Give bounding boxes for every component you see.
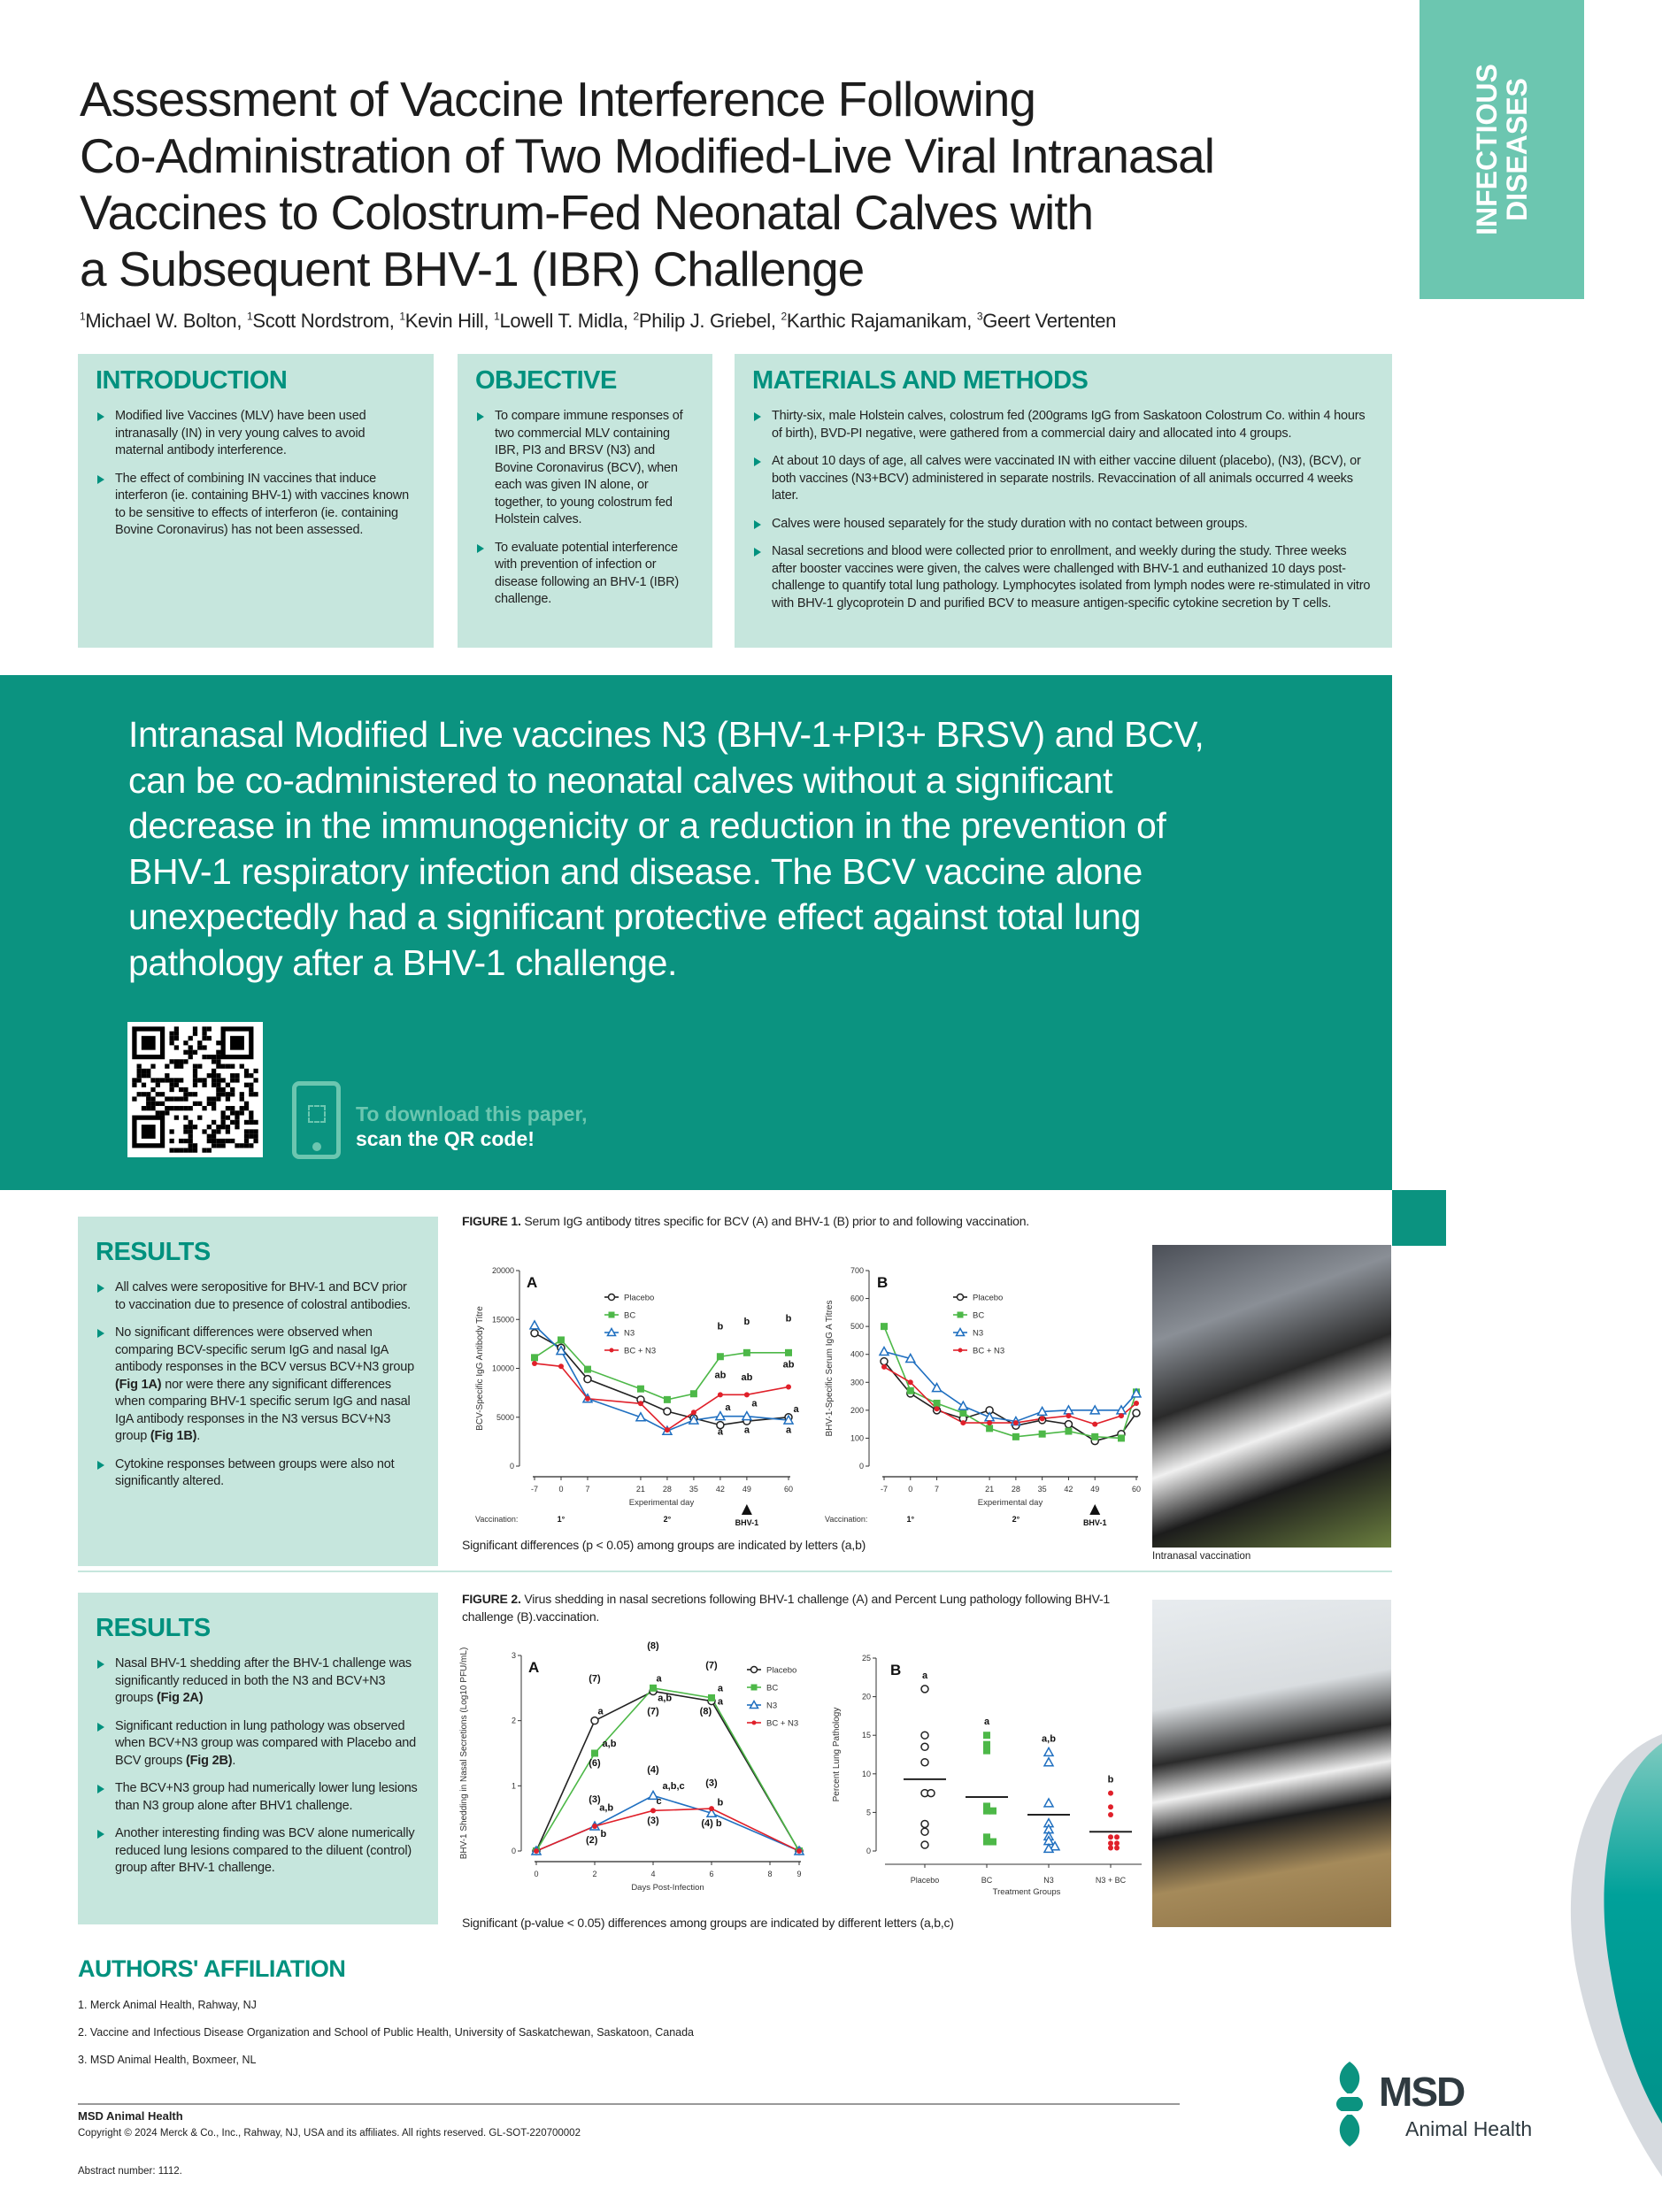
significance-label: b xyxy=(743,1316,750,1327)
marker-bcn3 xyxy=(752,1721,757,1725)
x-tick-label: 49 xyxy=(742,1485,751,1494)
vaccination-mark: 1° xyxy=(906,1515,915,1524)
title-line: a Subsequent BHV-1 (IBR) Challenge xyxy=(80,242,865,296)
marker-n3 xyxy=(1044,1799,1053,1807)
bullet-item: Another interesting finding was BCV alone numerically reduced lung lesions compared to the diluent (control) group after BHV-1 challenge. xyxy=(96,1825,420,1878)
marker-placebo xyxy=(921,1743,928,1750)
significance-label: (3) xyxy=(647,1816,659,1827)
marker-placebo xyxy=(958,1294,964,1301)
legend-label: BC + N3 xyxy=(766,1718,799,1729)
significance-label: a,b xyxy=(599,1802,614,1814)
author-affiliation-number: 1 xyxy=(399,310,405,323)
marker-bcn3 xyxy=(1114,1834,1120,1839)
affiliation-item: 3. MSD Animal Health, Boxmeer, NL xyxy=(78,2054,257,2066)
marker-bc xyxy=(983,1732,990,1739)
marker-bc xyxy=(558,1336,565,1343)
y-tick-label: 200 xyxy=(850,1405,864,1415)
legend-label: BC + N3 xyxy=(973,1346,1005,1356)
legend-label: Placebo xyxy=(624,1293,655,1303)
y-tick-label: 20 xyxy=(861,1692,871,1701)
marker-placebo xyxy=(609,1294,615,1301)
x-tick-label: 6 xyxy=(709,1870,714,1878)
msd-wordmark: MSD xyxy=(1379,2069,1465,2115)
results-heading: RESULTS xyxy=(96,1614,211,1642)
x-tick-label: 21 xyxy=(985,1485,995,1494)
marker-n3 xyxy=(958,1402,967,1409)
y-tick-label: 100 xyxy=(850,1433,864,1443)
x-tick-label: 7 xyxy=(935,1485,940,1494)
marker-bcn3 xyxy=(1092,1422,1097,1427)
marker-n3 xyxy=(530,1321,539,1329)
x-axis-label: Days Post-Infection xyxy=(631,1883,704,1893)
introduction-heading: INTRODUCTION xyxy=(96,366,288,395)
vaccination-mark: 1° xyxy=(557,1515,566,1524)
significance-label: a,b xyxy=(1042,1733,1056,1745)
vaccination-mark: 2° xyxy=(1012,1515,1020,1524)
marker-placebo xyxy=(584,1376,591,1383)
marker-bcn3 xyxy=(665,1427,670,1432)
methods-heading: MATERIALS AND METHODS xyxy=(752,366,1089,395)
legend-label: N3 xyxy=(973,1328,984,1339)
x-tick-label: 35 xyxy=(1037,1485,1047,1494)
challenge-arrow-icon xyxy=(1089,1504,1100,1515)
significance-label: a,b,c xyxy=(662,1781,685,1793)
marker-bc xyxy=(751,1685,758,1691)
marker-bcn3 xyxy=(786,1384,791,1389)
y-tick-label: 3 xyxy=(511,1651,516,1660)
marker-bc xyxy=(717,1353,724,1360)
marker-bc xyxy=(989,1808,996,1815)
significance-label: a xyxy=(983,1717,990,1728)
bullet-item: The effect of combining IN vaccines that induce interferon (ie. containing BHV-1) with vaccines known to be sensitive to effects of interferon (ie. containing Bovine Coronavirus) has not been assessed. xyxy=(96,471,416,540)
marker-bcn3 xyxy=(1108,1804,1113,1809)
y-tick-label: 5000 xyxy=(496,1412,514,1422)
vaccination-label: Vaccination: xyxy=(825,1515,868,1524)
marker-bcn3 xyxy=(1108,1834,1113,1839)
marker-bcn3 xyxy=(718,1392,723,1397)
marker-n3 xyxy=(1044,1758,1053,1766)
marker-bc xyxy=(591,1750,598,1757)
marker-bcn3 xyxy=(1013,1420,1019,1425)
significance-label: ab xyxy=(714,1370,727,1381)
bullet-item: Nasal BHV-1 shedding after the BHV-1 challenge was significantly reduced in both the N3 and BCV+N3 groups (Fig 2A) xyxy=(96,1655,420,1708)
bullet-item: Significant reduction in lung pathology was observed when BCV+N3 group was compared with Placebo and BCV groups (Fig 2B). xyxy=(96,1718,420,1770)
marker-placebo xyxy=(1133,1409,1140,1417)
marker-placebo xyxy=(591,1717,598,1724)
y-tick-label: 10 xyxy=(861,1769,871,1778)
marker-bcn3 xyxy=(691,1409,696,1415)
marker-bc xyxy=(1039,1431,1046,1438)
significance-label: ab xyxy=(782,1359,795,1371)
x-tick-label: 0 xyxy=(908,1485,913,1494)
marker-bcn3 xyxy=(908,1379,913,1385)
legend-label: Placebo xyxy=(766,1665,797,1676)
significance-label: a xyxy=(921,1670,928,1681)
marker-bcn3 xyxy=(744,1392,750,1397)
author-name: Geert Vertenten xyxy=(982,310,1117,332)
y-tick-label: 20000 xyxy=(491,1266,514,1275)
marker-bcn3 xyxy=(532,1361,537,1366)
panel-label: B xyxy=(877,1274,889,1291)
marker-bc xyxy=(934,1400,941,1407)
x-tick-label: 7 xyxy=(585,1485,590,1494)
marker-bcn3 xyxy=(1040,1416,1045,1421)
results-heading: RESULTS xyxy=(96,1238,211,1266)
series-line-bc xyxy=(884,1326,1136,1438)
x-axis-label: Experimental day xyxy=(977,1498,1043,1508)
marker-bc xyxy=(785,1349,792,1356)
marker-bcn3 xyxy=(1108,1791,1113,1796)
author-name: Kevin Hill, xyxy=(404,310,495,332)
marker-bc xyxy=(690,1390,697,1397)
legend-label: BC xyxy=(624,1310,636,1321)
legend-label: BC xyxy=(973,1310,985,1321)
marker-placebo xyxy=(921,1759,928,1766)
significance-label: b xyxy=(1107,1774,1114,1786)
category-label: N3 xyxy=(1043,1876,1054,1885)
y-tick-label: 15000 xyxy=(491,1315,514,1325)
marker-bcn3 xyxy=(1134,1401,1139,1406)
marker-bc xyxy=(584,1366,591,1373)
x-tick-label: -7 xyxy=(880,1485,889,1494)
figure-1-note: Significant differences (p < 0.05) among groups are indicated by letters (a,b) xyxy=(462,1538,866,1552)
bullet-item: Thirty-six, male Holstein calves, colostrum fed (200grams IgG from Saskatoon Colostrum Co. within 4 hours of birth), BVD-PI negative, were gathered from a commercial dairy and allocated into 4 groups. xyxy=(752,408,1374,442)
marker-bcn3 xyxy=(1114,1840,1120,1846)
marker-bcn3 xyxy=(881,1364,887,1370)
affiliation-heading: AUTHORS' AFFILIATION xyxy=(78,1955,346,1982)
marker-bcn3 xyxy=(534,1848,539,1854)
legend-label: BC xyxy=(766,1683,779,1694)
y-tick-label: 0 xyxy=(858,1462,864,1471)
author-affiliation-number: 1 xyxy=(80,310,86,323)
marker-bc xyxy=(708,1694,715,1701)
bullet-item: All calves were seropositive for BHV-1 and BCV prior to vaccination due to presence of colostral antibodies. xyxy=(96,1279,420,1314)
marker-bcn3 xyxy=(1108,1812,1113,1817)
marker-bc xyxy=(983,1741,990,1748)
download-line-1: To download this paper, xyxy=(356,1102,588,1125)
bullet-item: To evaluate potential interference with prevention of infection or disease following an BHV-1 (IBR) challenge. xyxy=(475,540,695,609)
significance-label: b xyxy=(717,1797,724,1809)
series-line-bc-n3 xyxy=(536,1809,799,1851)
challenge-arrow-icon xyxy=(742,1504,752,1515)
marker-bc xyxy=(959,1409,966,1417)
significance-label: (8) xyxy=(647,1640,659,1652)
significance-label: a xyxy=(717,1696,723,1708)
marker-bc xyxy=(1065,1428,1072,1435)
y-tick-label: 500 xyxy=(850,1322,864,1332)
significance-label: a xyxy=(717,1683,723,1694)
y-axis-label: BHV-1 Shedding in Nasal Secretions (Log10 PFU/mL) xyxy=(459,1647,469,1860)
series-line-placebo xyxy=(536,1692,799,1851)
marker-bcn3 xyxy=(709,1806,714,1811)
x-tick-label: 35 xyxy=(689,1485,698,1494)
significance-label: a,b xyxy=(602,1739,617,1750)
y-tick-label: 25 xyxy=(861,1654,871,1663)
bullet-item: To compare immune responses of two commercial MLV containing IBR, PI3 and BRSV (N3) and Bovine Coronavirus (BCV), when each was given IN alone, or together, to young colostrum fed Holstein calves. xyxy=(475,408,695,529)
objective-heading: OBJECTIVE xyxy=(475,366,617,395)
x-tick-label: 60 xyxy=(783,1485,794,1494)
y-tick-label: 600 xyxy=(850,1294,864,1303)
significance-label: a xyxy=(751,1398,758,1409)
bullet-item: Nasal secretions and blood were collected prior to enrollment, and weekly during the study. Three weeks after booster vaccines were given, the calves were challenged with BHV-1 and euthanized 10 days post-challenge to quantify total lung pathology. Lymphocytes isolated from lymph nodes were re-stimulated in vitro with BHV-1 glycoprotein D and purified BCV to measure antigen-specific cytokine secretion by T cells. xyxy=(752,543,1374,612)
significance-label: a,b xyxy=(658,1693,673,1704)
legend-label: N3 xyxy=(766,1701,778,1711)
title-line: Co-Administration of Two Modified-Live Viral Intranasal xyxy=(80,128,1214,183)
marker-n3 xyxy=(985,1413,994,1421)
legend-label: BC + N3 xyxy=(624,1346,657,1356)
marker-bc xyxy=(1091,1433,1098,1440)
vaccination-mark: 2° xyxy=(663,1515,672,1524)
y-tick-label: 10000 xyxy=(491,1363,514,1373)
category-label: BC xyxy=(981,1876,993,1885)
marker-placebo xyxy=(921,1820,928,1827)
marker-bc xyxy=(983,1808,990,1815)
significance-label: (8) xyxy=(699,1706,712,1717)
significance-label: a xyxy=(717,1426,723,1438)
significance-label: (7) xyxy=(705,1660,718,1671)
significance-label: (6) xyxy=(589,1758,601,1770)
bullet-item: At about 10 days of age, all calves were vaccinated IN with either vaccine diluent (placebo), (N3), (BCV), or both vaccines (N3+BCV) administered in separate nostrils. Revaccination of all animals occurred 4 weeks later. xyxy=(752,453,1374,505)
challenge-label: BHV-1 xyxy=(1082,1518,1107,1527)
author-affiliation-number: 1 xyxy=(494,310,500,323)
marker-bcn3 xyxy=(592,1824,597,1829)
author-name: Philip J. Griebel, xyxy=(638,310,781,332)
marker-bcn3 xyxy=(1114,1846,1120,1851)
footer-company: MSD Animal Health xyxy=(78,2109,183,2123)
marker-placebo xyxy=(921,1828,928,1835)
significance-label: (3) xyxy=(705,1778,718,1789)
marker-bc xyxy=(743,1349,750,1356)
significance-label: (7) xyxy=(647,1706,659,1717)
marker-bc xyxy=(983,1747,990,1755)
marker-placebo xyxy=(531,1330,538,1337)
y-tick-label: 300 xyxy=(850,1378,864,1387)
significance-label: ab xyxy=(741,1371,753,1383)
download-line-2: scan the QR code! xyxy=(356,1127,535,1150)
marker-bcn3 xyxy=(610,1348,614,1353)
affiliation-item: 1. Merck Animal Health, Rahway, NJ xyxy=(78,1999,257,2011)
marker-bc xyxy=(650,1685,657,1692)
marker-bc xyxy=(637,1386,644,1393)
bullet-item: Calves were housed separately for the study duration with no contact between groups. xyxy=(752,516,1374,534)
x-tick-label: 60 xyxy=(1131,1485,1142,1494)
significance-label: a xyxy=(743,1425,750,1436)
marker-placebo xyxy=(664,1408,671,1415)
significance-label: (2) xyxy=(585,1835,598,1847)
series-line-bc xyxy=(536,1688,799,1851)
bullet-item: Modified live Vaccines (MLV) have been used intranasally (IN) in very young calves to avoid maternal antibody interference. xyxy=(96,408,416,460)
x-tick-label: 4 xyxy=(650,1870,656,1878)
panel-label: B xyxy=(890,1662,902,1678)
x-tick-label: 0 xyxy=(558,1485,564,1494)
significance-label: a xyxy=(785,1425,792,1436)
x-tick-label: -7 xyxy=(530,1485,539,1494)
challenge-label: BHV-1 xyxy=(735,1518,759,1527)
marker-bcn3 xyxy=(987,1420,992,1425)
author-affiliation-number: 2 xyxy=(633,310,639,323)
significance-label: a xyxy=(597,1706,604,1717)
y-tick-label: 5 xyxy=(866,1808,871,1817)
footer-copyright: Copyright © 2024 Merck & Co., Inc., Rahway, NJ, USA and its affiliates. All rights reserved. GL-SOT-220700002 xyxy=(78,2128,581,2139)
author-name: Lowell T. Midla, xyxy=(499,310,634,332)
series-line-n3 xyxy=(536,1795,799,1851)
category-line-1: INFECTIOUS xyxy=(1471,64,1503,235)
marker-placebo xyxy=(921,1732,928,1739)
marker-n3 xyxy=(880,1348,889,1356)
x-axis-label: Treatment Groups xyxy=(992,1887,1061,1897)
marker-bc xyxy=(531,1354,538,1361)
vaccination-label: Vaccination: xyxy=(475,1515,519,1524)
author-affiliation-number: 3 xyxy=(976,310,983,323)
bullet-item: No significant differences were observed when comparing BCV-specific serum IgG and nasal IgA antibody responses in the BCV versus BCV+N3 group (Fig 1A) nor were there any significant differences when comparing BHV-1 specific serum IgG and nasal IgA antibody responses in the N3 versus BCV+N3 group (Fig 1B). xyxy=(96,1325,420,1446)
significance-label: a xyxy=(656,1673,662,1685)
author-affiliation-number: 1 xyxy=(246,310,253,323)
figure-caption-text: Virus shedding in nasal secretions following BHV-1 challenge (A) and Percent Lung pathology following BHV-1 challenge (B).vaccination. xyxy=(462,1592,1110,1624)
significance-label: b xyxy=(717,1321,724,1333)
marker-placebo xyxy=(921,1841,928,1848)
x-tick-label: 2 xyxy=(592,1870,597,1878)
significance-label: (4) b xyxy=(701,1818,722,1830)
marker-placebo xyxy=(1065,1421,1072,1428)
marker-bcn3 xyxy=(796,1848,802,1854)
marker-placebo xyxy=(751,1667,758,1673)
marker-bc xyxy=(881,1323,888,1330)
marker-bc xyxy=(1012,1433,1020,1440)
significance-label: a xyxy=(725,1402,731,1414)
marker-bcn3 xyxy=(1108,1840,1113,1846)
marker-bcn3 xyxy=(585,1396,590,1402)
marker-bc xyxy=(989,1839,996,1846)
marker-bc xyxy=(664,1396,671,1403)
y-tick-label: 700 xyxy=(850,1266,864,1275)
x-tick-label: 28 xyxy=(1011,1485,1020,1494)
legend-label: N3 xyxy=(624,1328,635,1339)
title-line: Vaccines to Colostrum-Fed Neonatal Calves with xyxy=(80,185,1094,240)
figure-2-note: Significant (p-value < 0.05) differences among groups are indicated by different letters (a,b,c) xyxy=(462,1916,954,1930)
marker-placebo xyxy=(927,1790,935,1797)
marker-bc xyxy=(907,1387,914,1394)
marker-bcn3 xyxy=(960,1420,966,1425)
photo-caption: Intranasal vaccination xyxy=(1152,1551,1251,1562)
y-tick-label: 0 xyxy=(511,1847,516,1855)
y-axis-label: Percent Lung Pathology xyxy=(832,1707,842,1802)
marker-n3 xyxy=(1044,1747,1053,1755)
marker-bc xyxy=(983,1839,990,1846)
marker-bcn3 xyxy=(638,1401,643,1406)
significance-label: (7) xyxy=(589,1673,601,1685)
significance-label: b xyxy=(785,1313,792,1325)
legend-label: Placebo xyxy=(973,1293,1004,1303)
author-affiliation-number: 2 xyxy=(781,310,787,323)
marker-bc xyxy=(609,1312,615,1318)
x-tick-label: 8 xyxy=(767,1870,773,1878)
y-axis-label: BCV-Specific IgG Antibody Titre xyxy=(475,1306,485,1431)
x-tick-label: 42 xyxy=(715,1485,725,1494)
bullet-item: Cytokine responses between groups were also not significantly altered. xyxy=(96,1456,420,1491)
category-label: N3 + BC xyxy=(1095,1876,1127,1885)
category-line-2: DISEASES xyxy=(1501,78,1533,221)
x-tick-label: 0 xyxy=(534,1870,539,1878)
marker-placebo xyxy=(881,1358,888,1365)
x-tick-label: 28 xyxy=(662,1485,672,1494)
marker-bcn3 xyxy=(1119,1413,1124,1418)
significance-label: c xyxy=(656,1795,662,1807)
y-tick-label: 15 xyxy=(861,1731,871,1740)
x-tick-label: 49 xyxy=(1090,1485,1100,1494)
marker-bcn3 xyxy=(558,1363,564,1369)
panel-label: A xyxy=(527,1274,538,1291)
figure-label: FIGURE 2. xyxy=(462,1592,521,1606)
marker-bc xyxy=(958,1312,964,1318)
y-tick-label: 1 xyxy=(511,1781,516,1791)
y-tick-label: 0 xyxy=(509,1462,514,1471)
y-axis-label: BHV-1-Specific Serum IgG A Titres xyxy=(825,1300,835,1437)
author-name: Scott Nordstrom, xyxy=(252,310,400,332)
x-tick-label: 42 xyxy=(1064,1485,1073,1494)
marker-bc xyxy=(986,1425,993,1432)
abstract-number: Abstract number: 1112. xyxy=(78,2166,182,2177)
category-label: Placebo xyxy=(910,1876,940,1885)
y-tick-label: 0 xyxy=(866,1847,871,1855)
figure-label: FIGURE 1. xyxy=(462,1214,521,1228)
significance-label: b xyxy=(600,1828,607,1839)
affiliation-item: 2. Vaccine and Infectious Disease Organization and School of Public Health, University of Saskatchewan, Saskatoon, Canada xyxy=(78,2026,695,2039)
series-line-bc xyxy=(535,1340,789,1399)
x-axis-label: Experimental day xyxy=(628,1498,695,1508)
y-tick-label: 400 xyxy=(850,1349,864,1359)
marker-bcn3 xyxy=(650,1808,656,1813)
significance-label: (4) xyxy=(647,1764,659,1776)
marker-bcn3 xyxy=(1108,1846,1113,1851)
marker-bcn3 xyxy=(935,1406,940,1411)
key-message: Intranasal Modified Live vaccines N3 (BHV-1+PI3+ BRSV) and BCV, can be co-administered to neonatal calves without a significant decrease in the immunogenicity or a reduction in the prevention of BHV-1 respiratory infection and disease. The BCV vaccine alone unexpectedly had a significant protective effect against total lung pathology after a BHV-1 challenge. xyxy=(128,714,1204,983)
marker-bc xyxy=(1118,1434,1125,1441)
figure-caption-text: Serum IgG antibody titres specific for BCV (A) and BHV-1 (B) prior to and following vaccination. xyxy=(524,1214,1029,1228)
msd-subtitle: Animal Health xyxy=(1405,2117,1533,2140)
bullet-item: The BCV+N3 group had numerically lower lung lesions than N3 group alone after BHV1 challenge. xyxy=(96,1780,420,1815)
x-tick-label: 9 xyxy=(796,1870,802,1878)
marker-placebo xyxy=(921,1686,928,1693)
series-line-placebo xyxy=(884,1362,1136,1441)
y-tick-label: 2 xyxy=(511,1716,516,1725)
panel-label: A xyxy=(528,1659,540,1676)
author-name: Karthic Rajamanikam, xyxy=(786,310,977,332)
marker-bcn3 xyxy=(1066,1413,1071,1418)
significance-label: a xyxy=(793,1404,799,1416)
title-line: Assessment of Vaccine Interference Following xyxy=(80,72,1035,127)
author-name: Michael W. Bolton, xyxy=(85,310,247,332)
significance-label: (3) xyxy=(589,1793,601,1805)
x-tick-label: 21 xyxy=(635,1485,645,1494)
marker-bcn3 xyxy=(958,1348,963,1353)
